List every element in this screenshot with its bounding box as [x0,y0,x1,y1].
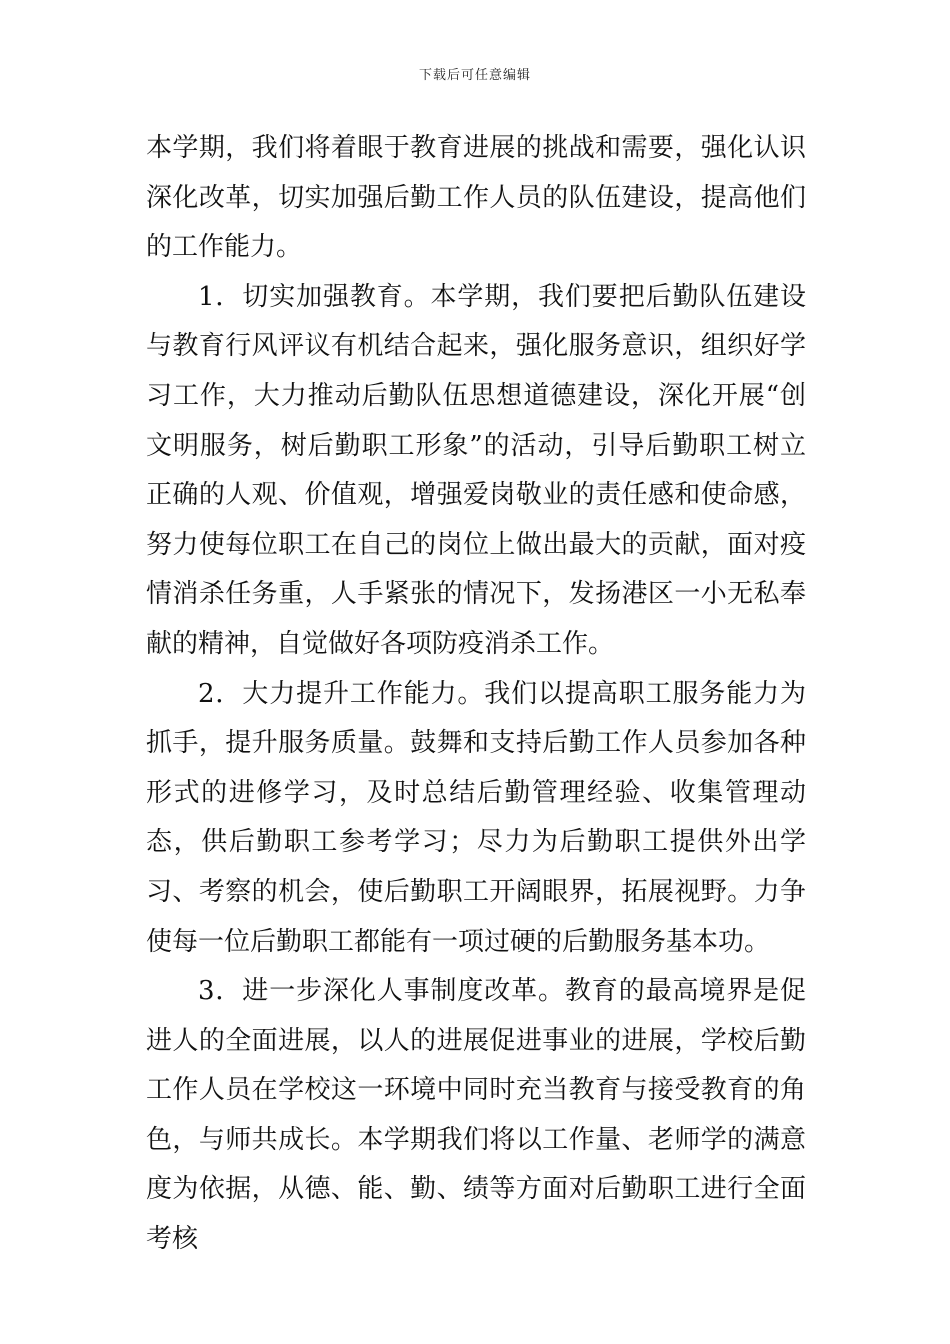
document-body [146,124,806,1265]
paragraph-item-2: 2．大力提升工作能力。我们以提高职工服务能力为抓手，提升服务质量。鼓舞和支持后勤工作人员参加各种形式的进修学习，及时总结后勤管理经验、收集管理动态，供后勤职工参考学习；尽力为后勤职工提供外出学习、考察的机会，使后勤职工开阔眼界，拓展视野。力争使每一位后勤职工都能有一项过硬的后勤服务基本功。 [146,678,806,957]
paragraph-item-1: 1．切实加强教育。本学期，我们要把后勤队伍建设与教育行风评议有机结合起来，强化服务意识，组织好学习工作，大力推动后勤队伍思想道德建设，深化开展“创文明服务，树后勤职工形象”的活动，引导后勤职工树立正确的人观、价值观，增强爱岗敬业的责任感和使命感，努力使每位职工在自己的岗位上做出最大的贡献，面对疫情消杀任务重，人手紧张的情况下，发扬港区一小无私奉献的精神，自觉做好各项防疫消杀工作。 [146,281,806,659]
header-note: 下载后可任意编辑 [418,68,531,83]
paragraph-item-3: 3．进一步深化人事制度改革。教育的最高境界是促进人的全面进展，以人的进展促进事业的进展，学校后勤工作人员在学校这一环境中同时充当教育与接受教育的角色，与师共成长。本学期我们将以工作量、老师学的满意度为依据，从德、能、勤、绩等方面对后勤职工进行全面考核 [146,976,806,1255]
paragraph-intro: 本学期，我们将着眼于教育进展的挑战和需要，强化认识深化改革，切实加强后勤工作人员的队伍建设，提高他们的工作能力。 [146,133,806,263]
